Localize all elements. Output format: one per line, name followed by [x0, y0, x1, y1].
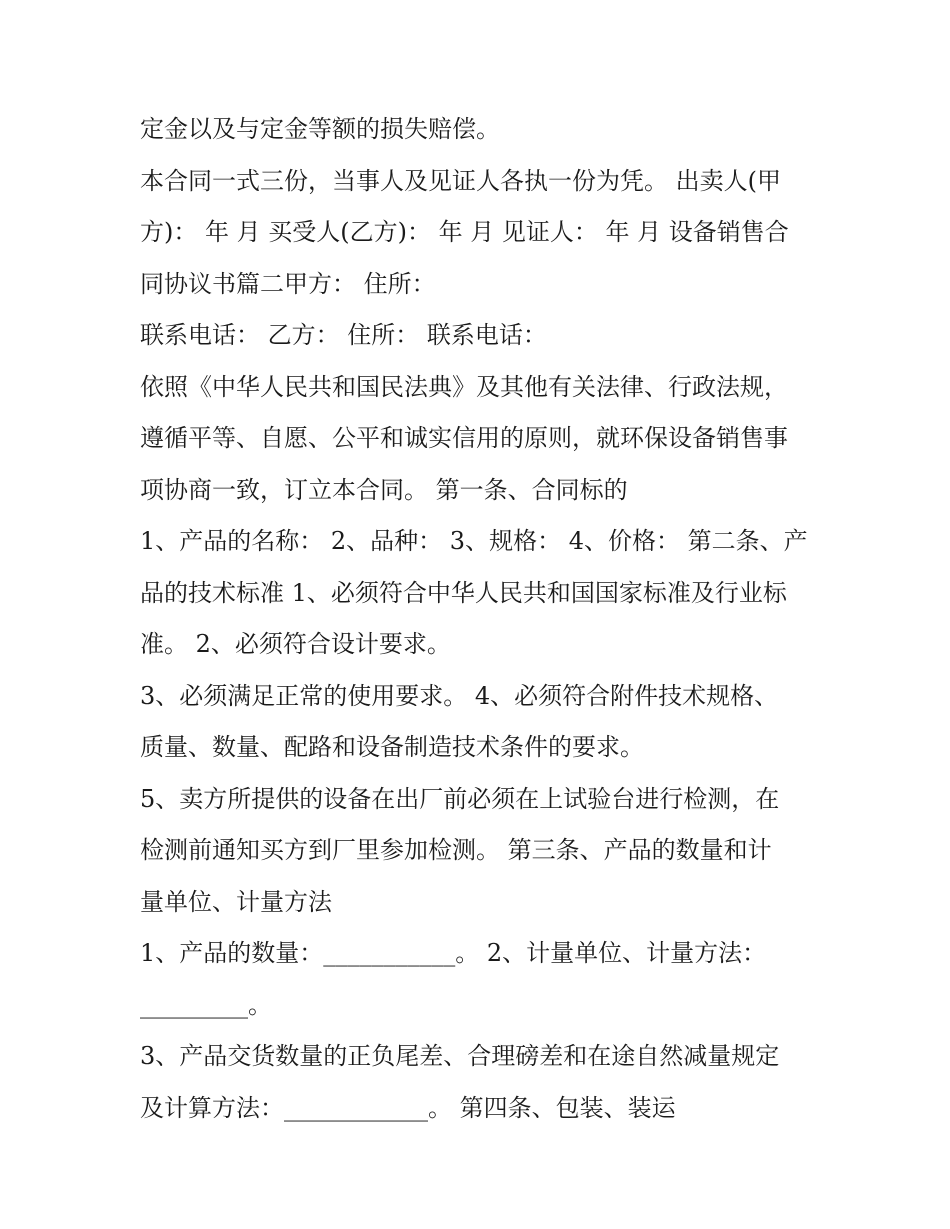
text-line: 1、产品的名称： 2、品种： 3、规格： 4、价格： 第二条、产 — [140, 527, 808, 555]
text-line: 方)： 年 月 买受人(乙方)： 年 月 见证人： 年 月 设备销售合 — [140, 218, 789, 246]
text-line: 品的技术标准 1、必须符合中华人民共和国国家标准及行业标 — [140, 578, 787, 607]
text-line: 同协议书篇二甲方： 住所： — [140, 269, 436, 298]
document-body — [140, 108, 820, 1138]
text-line: 遵循平等、自愿、公平和诚实信用的原则，就环保设备销售事 — [140, 424, 788, 452]
text-line: _________。 — [140, 990, 272, 1019]
text-line: 本合同一式三份，当事人及见证人各执一份为凭。 出卖人(甲 — [140, 166, 781, 195]
text-line: 3、必须满足正常的使用要求。 4、必须符合附件技术规格、 — [140, 681, 779, 710]
text-line: 依照《中华人民共和国民法典》及其他有关法律、行政法规， — [140, 372, 788, 401]
text-line: 质量、数量、配路和设备制造技术条件的要求。 — [140, 733, 644, 761]
text-line: 3、产品交货数量的正负尾差、合理磅差和在途自然减量规定 — [140, 1042, 780, 1070]
text-line: 5、卖方所提供的设备在出厂前必须在上试验台进行检测，在 — [140, 784, 780, 813]
text-line: 准。 2、必须符合设计要求。 — [140, 630, 451, 658]
text-line: 检测前通知买方到厂里参加检测。 第三条、产品的数量和计 — [140, 836, 772, 864]
text-line: 定金以及与定金等额的损失赔偿。 — [140, 115, 500, 143]
text-line: 量单位、计量方法 — [140, 887, 332, 916]
text-line: 项协商一致，订立本合同。 第一条、合同标的 — [140, 475, 628, 504]
text-line: 联系电话： 乙方： 住所： 联系电话： — [140, 321, 547, 349]
text-line: 及计算方法：____________。 第四条、包装、装运 — [140, 1093, 676, 1122]
text-line: 1、产品的数量：___________。 2、计量单位、计量方法： — [140, 939, 767, 967]
